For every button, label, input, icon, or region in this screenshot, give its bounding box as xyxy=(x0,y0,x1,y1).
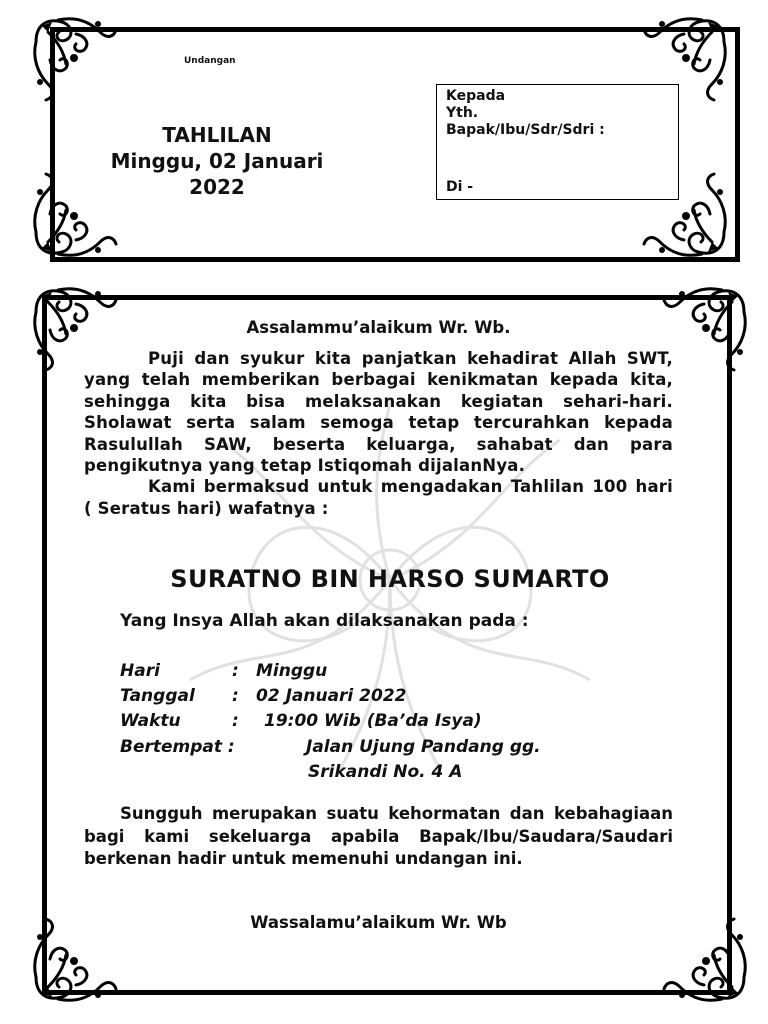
greeting: Assalammu’alaikum Wr. Wb. xyxy=(246,318,511,337)
letter-body xyxy=(84,348,673,519)
detail-value: 19:00 Wib (Ba’da Isya) xyxy=(264,711,482,731)
signoff: Wassalamu’alaikum Wr. Wb xyxy=(250,913,507,932)
event-date-line2: 2022 xyxy=(189,175,245,199)
corner-ornament-icon xyxy=(28,915,120,1007)
corner-ornament-icon xyxy=(660,282,752,374)
detail-separator: : xyxy=(232,686,239,706)
detail-value: Jalan Ujung Pandang gg. xyxy=(306,737,541,757)
corner-ornament-icon xyxy=(28,282,120,374)
detail-value: 02 Januari 2022 xyxy=(256,686,407,706)
closing-text: Sungguh merupakan suatu kehormatan dan kebahagiaan bagi kami sekeluarga apabila Bapak/Ibu/Saudara/Saudari berkenan hadir untuk memenuhi undangan ini. xyxy=(84,804,673,868)
detail-value-line2: Srikandi No. 4 A xyxy=(308,762,463,782)
corner-ornament-icon xyxy=(640,12,732,104)
corner-ornament-icon xyxy=(660,915,752,1007)
detail-label: Waktu xyxy=(120,711,181,731)
paragraph-purpose: Kami bermaksud untuk mengadakan Tahlilan 100 hari ( Seratus hari) wafatnya : xyxy=(84,477,673,518)
event-name: TAHLILAN xyxy=(162,123,272,147)
recipient-line-kepada: Kepada xyxy=(446,88,506,104)
invitation-label: Undangan xyxy=(184,56,236,66)
detail-label: Tanggal xyxy=(120,686,195,706)
recipient-line-salutation: Bapak/Ibu/Sdr/Sdri : xyxy=(446,122,605,138)
detail-separator: : xyxy=(232,661,239,681)
paragraph-opening: Puji dan syukur kita panjatkan kehadirat Allah SWT, yang telah memberikan berbagai kenikmatan kepada kita, sehingga kita bisa melaksanakan kegiatan sehari-hari. Sholawat serta salam semoga tetap tercurahkan kepada Rasulullah SAW, beserta keluarga, sahabat dan para pengikutnya yang tetap Istiqomah dijalanNya. xyxy=(84,349,673,476)
detail-label: Hari xyxy=(120,661,160,681)
corner-ornament-icon xyxy=(28,170,120,262)
recipient-line-yth: Yth. xyxy=(446,105,479,121)
corner-ornament-icon xyxy=(28,12,120,104)
event-date-line1: Minggu, 02 Januari xyxy=(110,149,324,173)
closing-paragraph xyxy=(84,803,673,871)
detail-value: Minggu xyxy=(256,661,328,681)
detail-label: Bertempat : xyxy=(120,737,235,757)
schedule-intro: Yang Insya Allah akan dilaksanakan pada : xyxy=(120,611,529,631)
corner-ornament-icon xyxy=(640,170,732,262)
detail-separator: : xyxy=(232,711,239,731)
recipient-line-di: Di - xyxy=(446,179,474,195)
deceased-name: SURATNO BIN HARSO SUMARTO xyxy=(170,565,610,593)
